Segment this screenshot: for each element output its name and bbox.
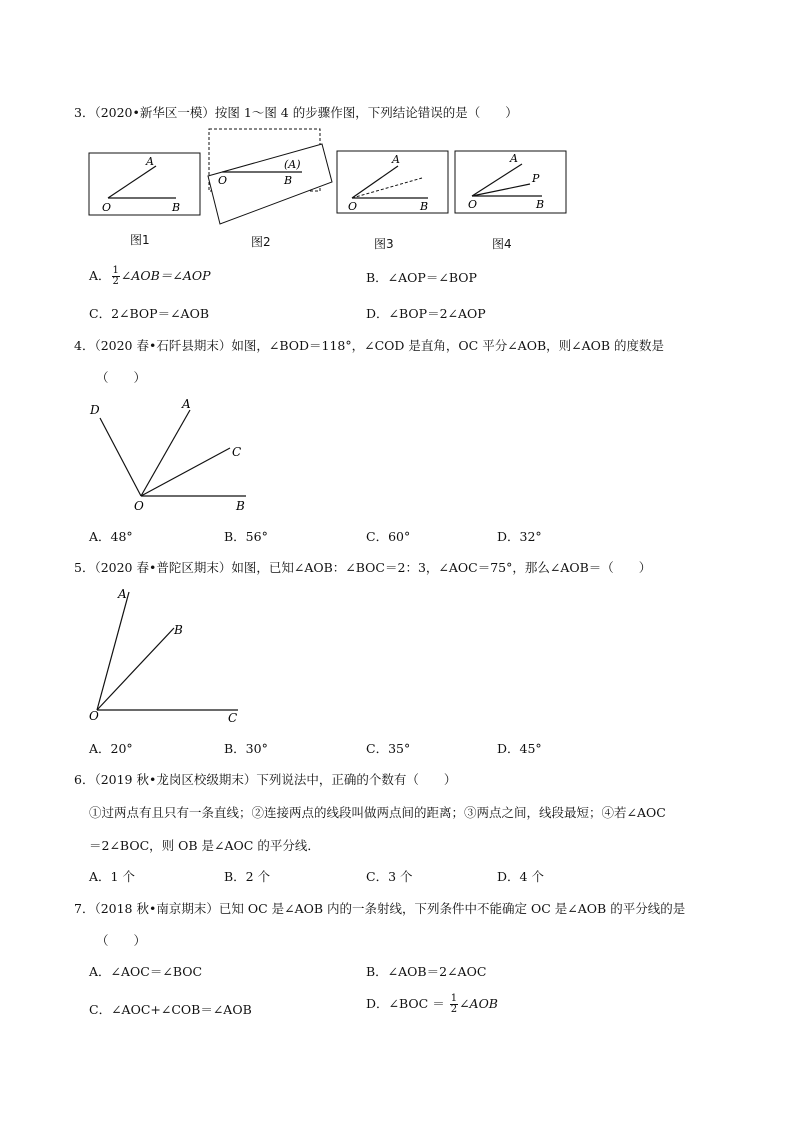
q3-option-b[interactable]: B．∠AOP＝∠BOP (366, 270, 477, 285)
q4-option-a[interactable]: A．48° (89, 529, 133, 544)
fig2-label-o: O (218, 174, 228, 187)
q4-figure (86, 396, 266, 518)
q5-stem: 5．（2020 春•普陀区期末）如图，已知∠AOB：∠BOC＝2：3，∠AOC＝75°，那么∠AOB＝（ ） (74, 560, 652, 575)
q6-body-line1: ①过两点有且只有一条直线；②连接两点的线段叫做两点间的距离；③两点之间，线段最短；④若∠AOC (89, 805, 666, 820)
q3-figure-4 (454, 150, 568, 216)
q5-option-c[interactable]: C．35° (366, 741, 411, 756)
fig3-label-o: O (348, 200, 358, 213)
q3-figure-3 (336, 150, 450, 216)
q6-body-line2: ＝2∠BOC，则 OB 是∠AOC 的平分线． (89, 838, 320, 853)
q5-option-b[interactable]: B．30° (224, 741, 268, 756)
q4-stem-line1: 4．（2020 春•石阡县期末）如图，∠BOD＝118°，∠COD 是直角，OC 平分∠AOB，则∠AOB 的度数是 (74, 338, 665, 353)
q7-stem-line1: 7．（2018 秋•南京期末）已知 OC 是∠AOB 内的一条射线，下列条件中不能确定 OC 是∠AOB 的平分线的是 (74, 901, 686, 916)
q7-stem-line2: （ ） (96, 933, 147, 948)
fig4-caption: 图4 (492, 237, 512, 251)
q6-option-c[interactable]: C．3 个 (366, 869, 413, 884)
q6-option-a[interactable]: A．1 个 (89, 869, 135, 884)
q4-option-d[interactable]: D．32° (497, 529, 542, 544)
fig3-caption: 图3 (374, 237, 394, 251)
q7-option-d[interactable] (366, 994, 498, 1015)
fig1-label-a: A (146, 155, 154, 168)
q6-option-b[interactable]: B．2 个 (224, 869, 271, 884)
fig4-label-p: P (532, 172, 540, 185)
fig4-label-b: B (536, 198, 545, 211)
q3-figure-2 (206, 128, 334, 228)
q4-option-c[interactable]: C．60° (366, 529, 411, 544)
q4-label-b: B (236, 499, 245, 513)
q4-option-b[interactable]: B．56° (224, 529, 268, 544)
fig1-label-o: O (102, 201, 112, 214)
q4-label-d: D (90, 403, 100, 417)
option-label: A． (89, 268, 111, 283)
q3-figure-1 (88, 152, 202, 218)
q3-option-a[interactable] (89, 266, 211, 287)
fig4-label-o: O (468, 198, 478, 211)
q7-option-c[interactable]: C．∠AOC+∠COB＝∠AOB (89, 1002, 252, 1017)
q3-option-c[interactable]: C．2∠BOP＝∠AOB (89, 306, 210, 321)
fig2-label-b: B (284, 174, 293, 187)
q7-option-b[interactable]: B．∠AOB＝2∠AOC (366, 964, 487, 979)
fig1-caption: 图1 (130, 233, 150, 247)
fig3-label-b: B (420, 200, 429, 213)
q7-option-a[interactable]: A．∠AOC＝∠BOC (89, 964, 203, 979)
q4-label-o: O (134, 499, 144, 513)
q5-option-a[interactable]: A．20° (89, 741, 133, 756)
q6-option-d[interactable]: D．4 个 (497, 869, 544, 884)
q5-option-d[interactable]: D．45° (497, 741, 542, 756)
q3-stem: 3．（2020•新华区一模）按图 1～图 4 的步骤作图，下列结论错误的是（ ） (74, 105, 518, 120)
fig3-label-a: A (392, 153, 400, 166)
q4-label-c: C (232, 445, 242, 459)
q3-option-d[interactable]: D．∠BOP＝2∠AOP (366, 306, 486, 321)
q4-label-a: A (182, 397, 191, 411)
q5-label-c: C (228, 711, 238, 724)
fig4-label-a: A (510, 152, 518, 165)
q5-label-b: B (174, 623, 183, 637)
fig2-caption: 图2 (251, 235, 271, 249)
fraction: $\frac{1}{2}$ (112, 265, 119, 287)
option-label: D．∠BOC ＝ (366, 996, 449, 1011)
q5-label-o: O (89, 709, 99, 723)
q4-stem-line2: （ ） (96, 370, 147, 385)
fraction: $\frac{1}{2}$ (450, 993, 458, 1015)
q5-label-a: A (118, 587, 127, 601)
q5-figure (86, 584, 246, 724)
q6-stem: 6．（2019 秋•龙岗区校级期末）下列说法中，正确的个数有（ ） (74, 772, 457, 787)
option-text: ∠AOB＝∠AOP (120, 268, 211, 283)
fig1-label-b: B (172, 201, 181, 214)
fig2-label-a-paren: (A) (284, 158, 301, 171)
option-text: ∠AOB (459, 996, 498, 1011)
